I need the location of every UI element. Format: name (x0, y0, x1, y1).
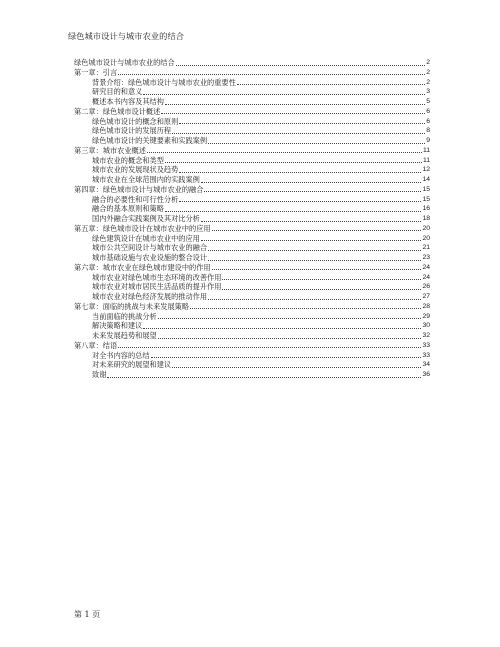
dot-leader (172, 367, 421, 368)
dot-leader (158, 318, 422, 319)
toc-entry-title: 第一章：引言 (74, 67, 118, 77)
dot-leader (179, 123, 425, 124)
toc-entry-title: 第七章：面临的挑战与未来发展策略 (74, 301, 190, 311)
dot-leader (143, 328, 421, 329)
toc-entry-page: 11 (422, 146, 430, 154)
toc-entry-page: 21 (422, 244, 430, 252)
dot-leader (237, 84, 425, 85)
toc-entry-title: 第三章：城市农业概述 (74, 145, 146, 155)
toc-entry-page: 3 (426, 88, 430, 96)
toc-section-entry[interactable] (74, 97, 430, 107)
toc-section-entry[interactable] (74, 370, 430, 380)
dot-leader (151, 357, 422, 358)
toc-entry-title: 解决策略和建议 (92, 321, 143, 331)
toc-entry-page: 20 (422, 224, 430, 232)
toc-section-entry[interactable] (74, 204, 430, 214)
dot-leader (143, 94, 425, 95)
toc-entry-title: 融合的必要性和可行性分析 (92, 194, 179, 204)
toc-entry-title: 第四章：绿色城市设计与城市农业的融合 (74, 184, 204, 194)
toc-section-entry[interactable] (74, 234, 430, 244)
toc-entry-page: 6 (426, 117, 430, 125)
dot-leader (179, 172, 421, 173)
toc-entry-title: 融合的基本原则和策略 (92, 204, 164, 214)
dot-leader (201, 221, 422, 222)
toc-entry-title: 绿色城市设计与城市农业的结合 (74, 58, 175, 67)
table-of-contents (74, 58, 430, 380)
dot-leader (204, 191, 421, 192)
toc-entry-page: 8 (426, 127, 430, 135)
dot-leader (118, 347, 421, 348)
toc-entry-page: 16 (422, 205, 430, 213)
dot-leader (118, 74, 425, 75)
dot-leader (107, 377, 421, 378)
toc-entry-title: 城市农业的发展现状及趋势 (92, 165, 179, 175)
toc-entry-page: 6 (426, 107, 430, 115)
dot-leader (161, 113, 425, 114)
dot-leader (147, 152, 422, 153)
toc-chapter-entry[interactable] (74, 263, 430, 273)
dot-leader (172, 133, 425, 134)
toc-entry-page: 26 (422, 283, 430, 291)
toc-entry-title: 背景介绍：绿色城市设计与城市农业的重要性 (92, 77, 236, 87)
toc-entry-title: 对未来研究的展望和建议 (92, 360, 172, 370)
toc-section-entry[interactable] (74, 282, 430, 292)
dot-leader (208, 143, 425, 144)
toc-entry-page: 18 (422, 215, 430, 222)
dot-leader (165, 104, 425, 105)
toc-entry-page: 2 (426, 78, 430, 86)
toc-chapter-entry[interactable] (74, 224, 430, 234)
toc-section-entry[interactable] (74, 175, 430, 185)
toc-chapter-entry[interactable] (74, 185, 430, 195)
dot-leader (165, 211, 422, 212)
dot-leader (176, 65, 426, 66)
toc-entry-title: 第八章：结语 (74, 340, 118, 350)
toc-section-entry[interactable] (74, 273, 430, 283)
running-header: 绿色城市设计与城市农业的结合 (68, 31, 185, 41)
toc-entry-title: 城市农业对绿色经济发展的推动作用 (92, 292, 208, 301)
toc-entry-page: 5 (426, 98, 430, 105)
toc-entry-page: 24 (422, 263, 430, 271)
toc-entry-title: 未来发展趋势和展望 (92, 331, 157, 340)
toc-entry-page: 14 (422, 176, 430, 183)
toc-entry-page: 2 (426, 59, 430, 66)
toc-section-entry[interactable] (74, 117, 430, 127)
dot-leader (212, 230, 422, 231)
toc-entry-page: 28 (422, 302, 430, 310)
dot-leader (165, 162, 422, 163)
toc-section-entry[interactable] (74, 253, 430, 263)
toc-section-entry[interactable] (74, 126, 430, 136)
toc-entry-title: 绿色城市设计的关键要素和实践案例 (92, 136, 208, 145)
toc-section-entry[interactable] (74, 360, 430, 370)
page-number-footer: 第 1 页 (74, 610, 101, 619)
toc-section-entry[interactable] (74, 156, 430, 166)
toc-entry-page: 24 (422, 273, 430, 281)
toc-chapter-entry[interactable] (74, 107, 430, 117)
toc-chapter-entry[interactable] (74, 146, 430, 156)
dot-leader (190, 308, 421, 309)
toc-section-entry[interactable] (74, 78, 430, 88)
toc-section-entry[interactable] (74, 165, 430, 175)
toc-section-entry[interactable] (74, 292, 430, 302)
toc-entry-page: 27 (422, 293, 430, 300)
toc-entry-page: 23 (422, 254, 430, 261)
toc-entry-page: 2 (426, 68, 430, 76)
toc-entry-title: 当前面临的挑战分析 (92, 311, 157, 321)
toc-entry-page: 15 (422, 185, 430, 193)
dot-leader (222, 279, 421, 280)
toc-chapter-entry[interactable] (74, 58, 430, 68)
toc-entry-title: 城市农业对绿色城市生态环境的改善作用 (92, 272, 222, 282)
toc-chapter-entry[interactable] (74, 302, 430, 312)
toc-entry-title: 绿色建筑设计在城市农业中的应用 (92, 233, 200, 243)
toc-entry-title: 城市农业对城市居民生活品质的提升作用 (92, 282, 222, 292)
dot-leader (208, 250, 421, 251)
toc-entry-page: 33 (422, 341, 430, 349)
toc-entry-page: 12 (422, 166, 430, 174)
toc-entry-title: 第六章：城市农业在绿色城市建设中的作用 (74, 262, 211, 272)
toc-section-entry[interactable] (74, 321, 430, 331)
toc-entry-title: 绿色城市设计的发展历程 (92, 126, 172, 136)
toc-section-entry[interactable] (74, 312, 430, 322)
toc-entry-page: 15 (422, 195, 430, 203)
toc-entry-page: 34 (422, 361, 430, 369)
toc-section-entry[interactable] (74, 243, 430, 253)
toc-entry-page: 29 (422, 312, 430, 320)
dot-leader (208, 260, 421, 261)
toc-section-entry[interactable] (74, 87, 430, 97)
toc-entry-title: 绿色城市设计的概念和原则 (92, 116, 179, 126)
toc-section-entry[interactable] (74, 214, 430, 224)
toc-entry-title: 城市农业在全球范围内的实践案例 (92, 175, 200, 184)
dot-leader (201, 240, 422, 241)
toc-entry-page: 33 (422, 351, 430, 359)
toc-entry-title: 第二章：绿色城市设计概述 (74, 106, 161, 116)
toc-entry-title: 城市公共空间设计与城市农业的融合 (92, 243, 208, 253)
toc-section-entry[interactable] (74, 351, 430, 361)
toc-chapter-entry[interactable] (74, 68, 430, 78)
dot-leader (212, 269, 422, 270)
toc-entry-title: 概述本书内容及其结构 (92, 97, 164, 106)
toc-entry-page: 20 (422, 234, 430, 242)
toc-entry-title: 研究目的和意义 (92, 87, 143, 97)
toc-entry-title: 国内外融合实践案例及其对比分析 (92, 214, 200, 223)
toc-entry-title: 致谢 (92, 370, 107, 379)
toc-entry-page: 11 (422, 156, 430, 164)
toc-entry-title: 城市农业的概念和类型 (92, 155, 164, 165)
toc-entry-title: 第五章：绿色城市设计在城市农业中的应用 (74, 223, 211, 233)
dot-leader (222, 289, 421, 290)
toc-chapter-entry[interactable] (74, 341, 430, 351)
toc-section-entry[interactable] (74, 136, 430, 146)
dot-leader (201, 182, 422, 183)
toc-entry-title: 城市基础设施与农业设施的整合设计 (92, 253, 208, 262)
dot-leader (179, 201, 421, 202)
dot-leader (158, 338, 422, 339)
toc-entry-page: 9 (426, 137, 430, 144)
toc-section-entry[interactable] (74, 195, 430, 205)
toc-entry-page: 36 (422, 371, 430, 378)
toc-entry-page: 32 (422, 332, 430, 339)
toc-entry-title: 对全书内容的总结 (92, 350, 150, 360)
toc-entry-page: 30 (422, 322, 430, 330)
toc-section-entry[interactable] (74, 331, 430, 341)
dot-leader (208, 299, 421, 300)
